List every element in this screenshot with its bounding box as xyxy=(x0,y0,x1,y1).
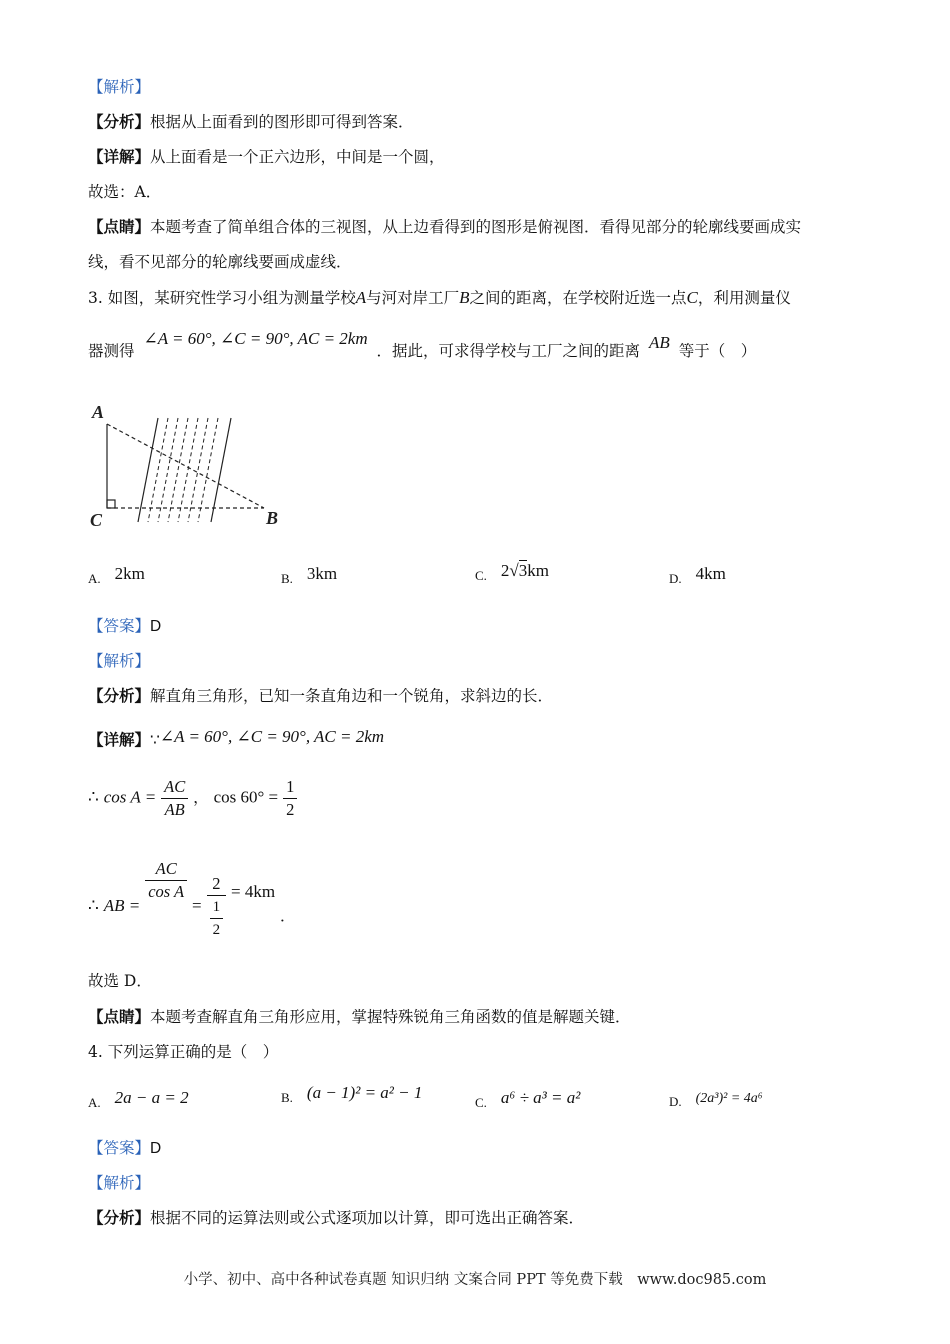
result-value: = 4km xyxy=(231,882,276,901)
q3-stem-line1 xyxy=(88,287,791,309)
option-label: A. xyxy=(88,1095,101,1110)
q3-option-c[interactable] xyxy=(475,560,549,587)
river-bank-right xyxy=(211,418,231,522)
frac-den: AB xyxy=(164,800,185,819)
fig-label-c: C xyxy=(90,510,103,530)
q3-figure xyxy=(86,400,296,535)
frac-den xyxy=(207,896,227,941)
frac-ac-ab xyxy=(161,776,188,821)
q3-ab: AB xyxy=(649,333,670,352)
option-unit: km xyxy=(527,561,549,580)
frac-half xyxy=(283,776,297,821)
q4-jiexi: 【解析】 xyxy=(88,1174,151,1192)
q3-comment xyxy=(88,1006,631,1028)
frac-compound xyxy=(207,873,227,941)
detail-line xyxy=(88,146,445,168)
right-angle-mark xyxy=(107,500,115,508)
frac-num: AC xyxy=(161,776,188,799)
q3-detail xyxy=(88,729,384,751)
frac-den: cos A xyxy=(148,882,185,901)
q3-ab-line xyxy=(88,858,296,941)
ab-eq-label: AB = xyxy=(103,896,141,915)
comment-text: 本题考查解直角三角形应用，掌握特殊锐角三角函数的值是解题关键． xyxy=(150,1008,631,1026)
option-label: D. xyxy=(669,571,682,586)
answer-value: D xyxy=(150,1140,162,1157)
analysis-text: 解直角三角形，已知一条直角边和一个锐角，求斜边的长． xyxy=(150,687,554,705)
option-radicand: 3 xyxy=(518,561,528,580)
q3-option-d[interactable] xyxy=(669,563,726,590)
q3-stem2-a: 器测得 xyxy=(88,342,135,360)
q3-stem2-b: ．据此，可求得学校与工厂之间的距离 xyxy=(376,342,641,360)
page-footer[interactable]: 小学、初中、高中各种试卷真题 知识归纳 文案合同 PPT 等免费下载 www.doc985.com xyxy=(183,1272,767,1288)
detail-text: 从上面看是一个正六边形，中间是一个圆， xyxy=(150,148,445,166)
option-value: 2km xyxy=(114,564,145,583)
choice-line: 故选：A． xyxy=(88,183,162,201)
option-value: 3km xyxy=(306,564,338,583)
option-label: D. xyxy=(669,1094,682,1109)
q4-analysis xyxy=(88,1207,584,1229)
q3-option-b[interactable] xyxy=(281,563,337,590)
q3-point-b: B xyxy=(459,288,470,307)
q4-option-c[interactable] xyxy=(475,1087,580,1114)
detail-condition: ∠A = 60°, ∠C = 90°, AC = 2km xyxy=(159,727,385,746)
q3-stem-line2 xyxy=(88,329,757,362)
q3-stem2-c: 等于（ ） xyxy=(678,342,757,360)
answer-tag: 【答案】 xyxy=(88,1139,151,1157)
cos-a-label: cos A = xyxy=(103,787,157,807)
q3-option-a[interactable] xyxy=(88,563,145,590)
analysis-tag: 【分析】 xyxy=(88,112,151,131)
q3-answer xyxy=(88,615,161,638)
equals-sign: = xyxy=(192,896,202,915)
q3-stem-c: 之间的距离，在学校附近选一点 xyxy=(469,289,687,307)
answer-value: D xyxy=(150,618,162,635)
option-label: B. xyxy=(281,1090,293,1105)
answer-tag: 【答案】 xyxy=(88,617,151,635)
q3-stem-a: 3. 如图，某研究性学习小组为测量学校 xyxy=(88,289,356,307)
frac-inner-num: 1 xyxy=(210,896,224,919)
segment-ab xyxy=(107,424,264,508)
comment-text: 本题考查了简单组合体的三视图，从上边看得到的图形是俯视图．看得见部分的轮廓线要画成实 xyxy=(150,218,802,236)
fig-label-b: B xyxy=(266,508,279,528)
option-value: (a − 1)² = a² − 1 xyxy=(306,1083,423,1102)
q3-choose: 故选 D． xyxy=(88,972,152,990)
comment-line xyxy=(88,216,801,238)
comment-line-2: 线，看不见部分的轮廓线要画成虚线． xyxy=(88,253,352,271)
analysis-text: 根据不同的运算法则或公式逐项加以计算，即可选出正确答案． xyxy=(150,1209,585,1227)
q4-option-b[interactable] xyxy=(281,1082,422,1109)
frac-den: 2 xyxy=(286,800,295,819)
period: ． xyxy=(280,907,296,925)
comma: ， xyxy=(193,788,209,807)
therefore-sign: ∴ xyxy=(88,787,99,807)
q4-option-d[interactable] xyxy=(669,1086,763,1113)
option-label: C. xyxy=(475,1095,487,1110)
section-jiexi: 【解析】 xyxy=(88,78,151,96)
cos60-label: cos 60° = xyxy=(213,787,279,807)
detail-tag: 【详解】 xyxy=(88,147,151,166)
frac-ac-cosa xyxy=(145,858,187,903)
option-label: C. xyxy=(475,568,487,583)
comment-tag: 【点睛】 xyxy=(88,217,151,236)
frac-num: 2 xyxy=(207,873,227,896)
fig-label-a: A xyxy=(92,402,105,422)
option-label: B. xyxy=(281,571,293,586)
q3-stem-b: 与河对岸工厂 xyxy=(366,289,460,307)
q3-condition: ∠A = 60°, ∠C = 90°, AC = 2km xyxy=(143,329,368,348)
q3-stem-d: ，利用测量仪 xyxy=(697,289,791,307)
analysis-tag: 【分析】 xyxy=(88,1208,151,1227)
analysis-text: 根据从上面看到的图形即可得到答案． xyxy=(150,113,414,131)
q3-analysis xyxy=(88,685,553,707)
option-value: a⁶ ÷ a³ = a² xyxy=(500,1088,581,1107)
sqrt-sign: √ xyxy=(509,561,519,580)
analysis-tag: 【分析】 xyxy=(88,686,151,705)
because-sign: ∵ xyxy=(150,731,160,749)
q4-answer xyxy=(88,1137,161,1160)
q4-stem: 4. 下列运算正确的是（ ） xyxy=(88,1043,279,1061)
analysis-line xyxy=(88,111,414,133)
therefore-sign: ∴ xyxy=(88,896,99,915)
river-bank-left xyxy=(138,418,158,522)
q3-point-a: A xyxy=(355,288,367,307)
q3-point-c: C xyxy=(686,288,698,307)
frac-num: AC xyxy=(145,858,187,881)
q3-cos-line xyxy=(88,776,297,821)
q3-jiexi: 【解析】 xyxy=(88,652,151,670)
comment-tag: 【点睛】 xyxy=(88,1007,151,1026)
option-value: 4km xyxy=(695,564,726,583)
frac-inner-den: 2 xyxy=(212,922,221,938)
q4-option-a[interactable] xyxy=(88,1087,189,1114)
option-value: 2a − a = 2 xyxy=(114,1088,189,1107)
detail-tag: 【详解】 xyxy=(88,730,151,749)
option-value: (2a³)² = 4a⁶ xyxy=(695,1091,763,1106)
option-coef: 2 xyxy=(500,561,510,580)
option-label: A. xyxy=(88,571,101,586)
frac-num: 1 xyxy=(283,776,297,799)
